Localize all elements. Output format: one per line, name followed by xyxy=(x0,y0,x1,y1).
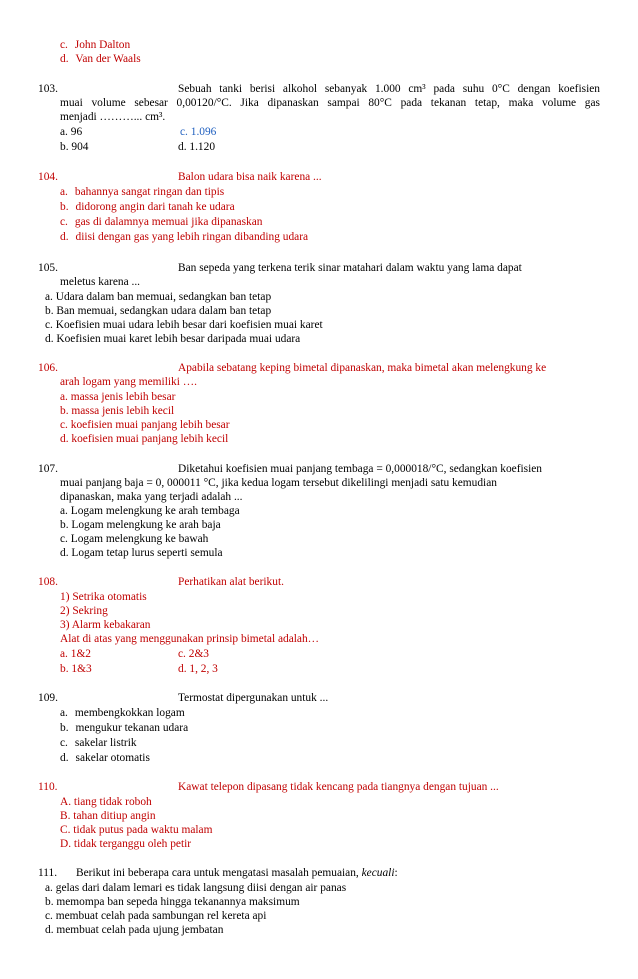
option-text: Van der Waals xyxy=(75,53,141,65)
option-d: d. 1, 2, 3 xyxy=(178,663,218,675)
option-c: c. koefisien muai panjang lebih besar xyxy=(60,419,230,431)
option-b: b. didorong angin dari tanah ke udara xyxy=(60,201,235,213)
question-number: 103. xyxy=(38,83,58,95)
option-d: d. diisi dengan gas yang lebih ringan dibanding udara xyxy=(60,231,309,243)
question-text: Ban sepeda yang terkena terik sinar matahari dalam waktu yang lama dapat xyxy=(178,262,522,274)
question-number: 104. xyxy=(38,171,58,183)
option-b: b. 1&3 xyxy=(60,663,92,675)
question-text: muai panjang baja = 0, 000011 °C, jika kedua logam tersebut dikelilingi menjadi satu kemudian xyxy=(60,477,497,489)
question-number: 111. xyxy=(38,867,58,879)
option-b: b. mengukur tekanan udara xyxy=(60,722,189,734)
question-number: 110. xyxy=(38,781,58,793)
question-text: Kawat telepon dipasang tidak kencang pada tiangnya dengan tujuan ... xyxy=(178,781,499,793)
option-text: John Dalton xyxy=(74,39,131,51)
option-c: c. gas di dalamnya memuai jika dipanaskan xyxy=(60,216,263,228)
option-label: d. xyxy=(60,53,69,65)
option-c: c. membuat celah pada sambungan rel kereta api xyxy=(45,910,267,922)
question-number: 108. xyxy=(38,576,58,588)
question-text: Balon udara bisa naik karena ... xyxy=(178,171,322,183)
option-d xyxy=(60,52,141,66)
option-d: d. sakelar otomatis xyxy=(60,752,150,764)
option-d: d. 1.120 xyxy=(178,141,216,153)
option-c: C. tidak putus pada waktu malam xyxy=(60,824,213,836)
option-a: a. membengkokkan logam xyxy=(60,707,185,719)
option-d: D. tidak terganggu oleh petir xyxy=(60,838,192,850)
option-b: B. tahan ditiup angin xyxy=(60,810,156,822)
option-a: a. 1&2 xyxy=(60,648,92,660)
question-text: Apabila sebatang keping bimetal dipanaskan, maka bimetal akan melengkung ke xyxy=(178,362,547,374)
option-d: d. Logam tetap lurus seperti semula xyxy=(60,547,223,559)
question-text: Sebuah tanki berisi alkohol sebanyak 1.000 cm³ pada suhu 0°C dengan koefisien xyxy=(178,83,600,95)
option-d: d. koefisien muai panjang lebih kecil xyxy=(60,433,229,445)
option-a: a. Logam melengkung ke arah tembaga xyxy=(60,505,240,517)
question-number: 107. xyxy=(38,463,58,475)
option-label: c. xyxy=(60,39,68,51)
option-c xyxy=(60,38,130,52)
question-text: Berikut ini beberapa cara untuk mengatasi masalah pemuaian, kecuali: xyxy=(76,867,398,879)
question-stem-line xyxy=(178,82,600,96)
option-a: A. tiang tidak roboh xyxy=(60,796,152,808)
option-a: a. Udara dalam ban memuai, sedangkan ban tetap xyxy=(45,291,272,303)
question-text: dipanaskan, maka yang terjadi adalah ... xyxy=(60,491,243,503)
list-item: 2) Sekring xyxy=(60,605,108,617)
question-text: meletus karena ... xyxy=(60,276,141,288)
question-text: Perhatikan alat berikut. xyxy=(178,576,284,588)
option-c: c. sakelar listrik xyxy=(60,737,137,749)
option-c: c. Koefisien muai udara lebih besar dari koefisien muai karet xyxy=(45,319,323,331)
question-text: arah logam yang memiliki …. xyxy=(60,376,197,388)
option-b: b. memompa ban sepeda hingga tekanannya maksimum xyxy=(45,896,300,908)
option-c: c. 1.096 xyxy=(180,126,217,138)
question-number: 105. xyxy=(38,262,58,274)
question-stem-line: menjadi ………... cm³. xyxy=(60,111,166,123)
option-d: d. membuat celah pada ujung jembatan xyxy=(45,924,224,936)
question-text: Alat di atas yang menggunakan prinsip bimetal adalah… xyxy=(60,633,320,645)
option-a: a. gelas dari dalam lemari es tidak langsung diisi dengan air panas xyxy=(45,882,347,894)
list-item: 3) Alarm kebakaran xyxy=(60,619,151,631)
option-d: d. Koefisien muai karet lebih besar daripada muai udara xyxy=(45,333,301,345)
question-text: Diketahui koefisien muai panjang tembaga = 0,000018/°C, sedangkan koefisien xyxy=(178,463,542,475)
option-b: b. 904 xyxy=(60,141,89,153)
option-b: b. Logam melengkung ke arah baja xyxy=(60,519,221,531)
question-stem-line: muai volume sebesar 0,00120/°C. Jika dipanaskan sampai 80°C pada tekanan tetap, maka volume gas xyxy=(60,97,600,109)
option-a: a. 96 xyxy=(60,126,83,138)
option-a: a. bahannya sangat ringan dan tipis xyxy=(60,186,225,198)
list-item: 1) Setrika otomatis xyxy=(60,591,147,603)
option-c: c. 2&3 xyxy=(178,648,210,660)
option-b: b. massa jenis lebih kecil xyxy=(60,405,175,417)
question-number: 109. xyxy=(38,692,58,704)
question-text: Termostat dipergunakan untuk ... xyxy=(178,692,329,704)
option-b: b. Ban memuai, sedangkan udara dalam ban tetap xyxy=(45,305,272,317)
option-a: a. massa jenis lebih besar xyxy=(60,391,176,403)
option-c: c. Logam melengkung ke bawah xyxy=(60,533,209,545)
question-number: 106. xyxy=(38,362,58,374)
